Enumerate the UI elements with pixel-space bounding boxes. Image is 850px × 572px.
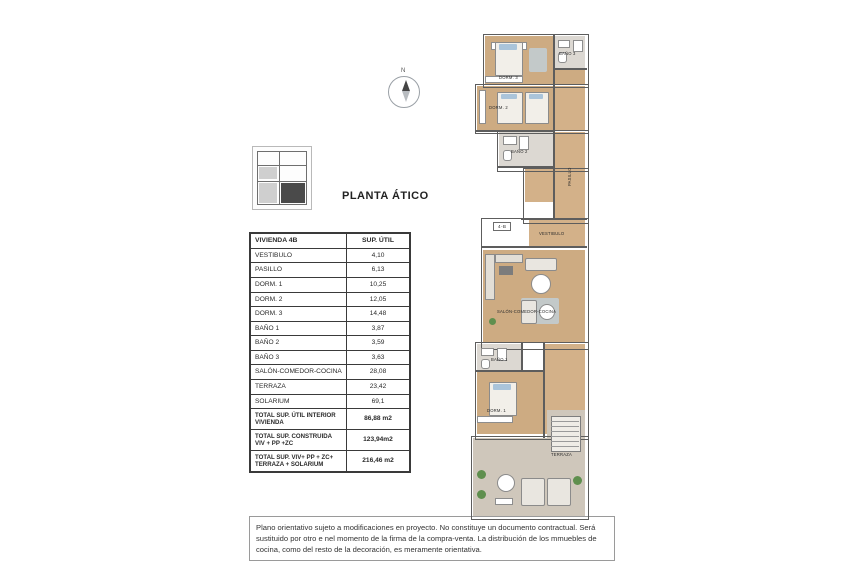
- label-vestibulo: VESTIBULO: [539, 231, 565, 236]
- sofa: [525, 258, 557, 271]
- stair-step: [551, 426, 579, 427]
- nightstand: [491, 42, 496, 50]
- pillow: [493, 384, 511, 390]
- key-plan-thumbnail: [252, 146, 312, 210]
- row-value: 10,25: [347, 277, 410, 292]
- keyplan-wall: [257, 181, 307, 182]
- row-label: PASILLO: [251, 263, 347, 278]
- page-title: PLANTA ÁTICO: [342, 190, 429, 202]
- keyplan-highlight: [281, 183, 305, 203]
- terrace-bench: [495, 498, 513, 505]
- shower: [519, 136, 529, 150]
- table-total-row: [251, 409, 410, 430]
- keyplan-wall: [257, 204, 307, 205]
- wardrobe: [477, 416, 513, 423]
- row-value: 6,13: [347, 263, 410, 278]
- table-header-unit: VIVIENDA 4B: [251, 234, 347, 249]
- label-salon: SALÓN-COMEDOR-COCINA: [497, 309, 557, 314]
- table-row: [251, 321, 410, 336]
- table-total-row: [251, 451, 410, 472]
- partition: [475, 130, 553, 132]
- row-value: 3,63: [347, 350, 410, 365]
- table-header-row: [251, 234, 410, 249]
- table-row: [251, 292, 410, 307]
- stair-step: [551, 431, 579, 432]
- row-label: SOLARIUM: [251, 394, 347, 409]
- stair-step: [551, 446, 579, 447]
- kitchen-appliance: [499, 266, 513, 275]
- total-label: TOTAL SUP. CONSTRUIDA VIV + PP +ZC: [251, 430, 347, 451]
- keyplan-wall: [257, 151, 258, 205]
- table-row: [251, 394, 410, 409]
- areas-table: [249, 232, 411, 473]
- row-label: DORM. 1: [251, 277, 347, 292]
- plant-icon: [489, 318, 496, 325]
- unit-tag: 4-B: [493, 222, 511, 231]
- pillow: [529, 94, 543, 99]
- table-header-column: SUP. ÚTIL: [347, 234, 410, 249]
- table-row: [251, 307, 410, 322]
- row-label: BAÑO 3: [251, 350, 347, 365]
- keyplan-wall: [306, 151, 307, 205]
- compass-needle-south: [402, 91, 410, 102]
- label-dorm2: DORM. 2: [489, 105, 508, 110]
- partition: [497, 166, 553, 168]
- row-label: BAÑO 2: [251, 336, 347, 351]
- keyplan-wall: [257, 151, 307, 152]
- sink: [558, 40, 570, 48]
- partition: [543, 342, 545, 438]
- partition: [553, 34, 555, 86]
- toilet: [481, 359, 490, 369]
- disclaimer-text: Plano orientativo sujeto a modificaciones en proyecto. No constituye un documento contractual. Será sustituido por otro e nel momento de la firma de la compra-venta. La distribución de los mmuebles de cocina, como del resto de la decoración, es meramente orientativa.: [249, 516, 615, 561]
- total-label: TOTAL SUP. VIV+ PP + ZC+ TERRAZA + SOLARIUM: [251, 451, 347, 472]
- table-row: [251, 277, 410, 292]
- row-value: 14,48: [347, 307, 410, 322]
- row-value: 3,59: [347, 336, 410, 351]
- row-value: 12,05: [347, 292, 410, 307]
- table-row: [251, 350, 410, 365]
- pillow: [499, 44, 517, 50]
- keyplan-wall: [257, 165, 307, 166]
- label-dorm1: DORM. 1: [487, 408, 506, 413]
- row-value: 23,42: [347, 380, 410, 395]
- terrace-table: [497, 474, 515, 492]
- sink: [481, 348, 494, 356]
- lounger: [547, 478, 571, 506]
- partition: [521, 342, 523, 370]
- kitchen-counter: [485, 254, 495, 300]
- label-pasillo: PASILLO: [567, 167, 572, 186]
- partition: [553, 84, 555, 218]
- compass-north-label: N: [401, 68, 406, 74]
- keyplan-wall: [279, 151, 280, 205]
- partition: [475, 370, 543, 372]
- plant-icon: [573, 476, 582, 485]
- sink: [503, 136, 517, 145]
- total-value: 86,88 m2: [347, 409, 410, 430]
- keyplan-fill: [259, 167, 277, 179]
- partition: [521, 218, 587, 220]
- lounger: [521, 478, 545, 506]
- plant-icon: [477, 470, 486, 479]
- floor-plan-drawing: [455, 18, 625, 523]
- partition: [555, 68, 587, 70]
- table-row: [251, 263, 410, 278]
- partition: [481, 246, 587, 248]
- kitchen-island: [495, 254, 523, 263]
- row-value: 69,1: [347, 394, 410, 409]
- table-row: [251, 380, 410, 395]
- row-label: DORM. 3: [251, 307, 347, 322]
- dining-table: [531, 274, 551, 294]
- compass-needle-north: [402, 80, 410, 91]
- table-row: [251, 365, 410, 380]
- label-bano3: BAÑO 3: [559, 51, 576, 56]
- rug: [529, 48, 547, 72]
- outline-corridor: [523, 168, 589, 224]
- row-value: 28,08: [347, 365, 410, 380]
- total-value: 216,46 m2: [347, 451, 410, 472]
- label-bano1: BAÑO 1: [491, 357, 508, 362]
- table-row: [251, 336, 410, 351]
- row-label: DORM. 2: [251, 292, 347, 307]
- plant-icon: [477, 490, 486, 499]
- wardrobe: [479, 90, 486, 124]
- nightstand: [522, 42, 527, 50]
- total-label: TOTAL SUP. ÚTIL INTERIOR VIVIENDA: [251, 409, 347, 430]
- total-value: 123,94m2: [347, 430, 410, 451]
- stair-step: [551, 441, 579, 442]
- keyplan-fill: [259, 183, 277, 203]
- row-label: TERRAZA: [251, 380, 347, 395]
- row-label: BAÑO 1: [251, 321, 347, 336]
- row-label: SALÓN-COMEDOR-COCINA: [251, 365, 347, 380]
- stair-step: [551, 436, 579, 437]
- label-dorm3: DORM. 3: [499, 75, 518, 80]
- row-label: VESTIBULO: [251, 248, 347, 263]
- label-bano2: BAÑO 2: [511, 149, 528, 154]
- row-value: 4,10: [347, 248, 410, 263]
- table-row: [251, 248, 410, 263]
- pillow: [501, 94, 517, 99]
- stair-step: [551, 421, 579, 422]
- label-terraza: TERRAZA: [551, 452, 572, 457]
- row-value: 3,87: [347, 321, 410, 336]
- compass-rose: [386, 70, 420, 110]
- table-total-row: [251, 430, 410, 451]
